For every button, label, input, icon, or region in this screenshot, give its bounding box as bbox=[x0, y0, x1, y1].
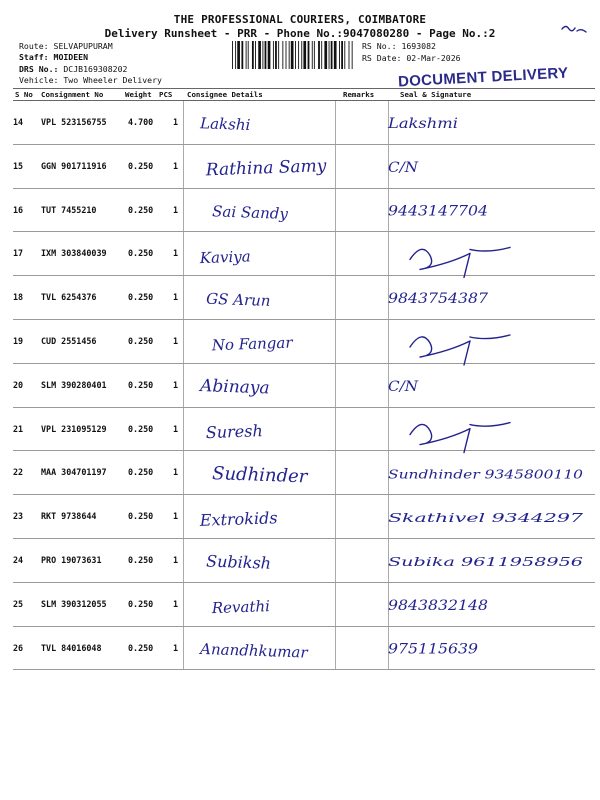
row-sno: 20 bbox=[13, 379, 24, 390]
row-pcs: 1 bbox=[173, 467, 179, 478]
row-consignment-no: TVL 6254376 bbox=[41, 292, 97, 303]
row-pcs: 1 bbox=[173, 117, 179, 127]
row-weight: 0.250 bbox=[128, 467, 154, 478]
signature-scribble bbox=[410, 423, 510, 453]
staff-line: Staff: MOIDEEN bbox=[19, 52, 89, 62]
consignee-handwriting: Lakshi bbox=[199, 114, 251, 135]
col-weight: Weight bbox=[125, 90, 152, 99]
consignee-handwriting: Abinaya bbox=[199, 376, 270, 399]
signature-handwriting: Lakshmi bbox=[386, 116, 458, 132]
row-consignment-no: TUT 7455210 bbox=[41, 204, 97, 215]
row-pcs: 1 bbox=[173, 335, 179, 346]
signature-handwriting: 9843754387 bbox=[388, 291, 489, 308]
signature-handwriting: 975115639 bbox=[388, 641, 479, 658]
col-remarks: Remarks bbox=[343, 90, 375, 99]
rs-no-value: 1693082 bbox=[401, 41, 436, 51]
row-sno: 17 bbox=[13, 248, 24, 259]
row-weight: 0.250 bbox=[128, 335, 154, 346]
consignee-handwriting: Rathina Samy bbox=[205, 156, 327, 181]
consignee-handwriting: Suresh bbox=[205, 421, 264, 443]
row-consignment-no: SLM 390312055 bbox=[41, 598, 107, 609]
row-weight: 0.250 bbox=[128, 642, 154, 653]
consignee-handwriting: Subiksh bbox=[205, 551, 272, 573]
row-weight: 0.250 bbox=[128, 292, 154, 303]
row-pcs: 1 bbox=[173, 554, 179, 565]
row-pcs: 1 bbox=[173, 292, 179, 303]
route-value: SELVAPUPURAM bbox=[53, 41, 113, 51]
row-weight: 0.250 bbox=[128, 204, 154, 215]
row-consignment-no: IXM 303840039 bbox=[41, 248, 107, 259]
vehicle-line: Vehicle: Two Wheeler Delivery bbox=[19, 75, 162, 85]
drs-value: DCJB169308202 bbox=[63, 64, 128, 74]
col-seal-signature: Seal & Signature bbox=[400, 90, 472, 99]
row-consignment-no: RKT 9738644 bbox=[41, 511, 97, 522]
row-weight: 0.250 bbox=[128, 554, 154, 565]
row-consignment-no: PRO 19073631 bbox=[41, 554, 102, 565]
row-consignment-no: VPL 523156755 bbox=[41, 117, 107, 127]
row-sno: 24 bbox=[13, 554, 24, 565]
row-weight: 0.250 bbox=[128, 598, 154, 609]
consignee-handwriting: No Fangar bbox=[211, 333, 293, 355]
consignee-handwriting: Kaviya bbox=[199, 247, 251, 268]
rs-date-line: RS Date: 02-Mar-2026 bbox=[362, 53, 461, 63]
consignee-handwriting: Sudhinder bbox=[211, 463, 308, 488]
row-sno: 22 bbox=[13, 467, 24, 478]
document-delivery-stamp: DOCUMENT DELIVERY bbox=[397, 64, 569, 91]
signature-handwriting: C/N bbox=[388, 378, 419, 395]
drs-line: DRS No.: DCJB169308202 bbox=[19, 64, 128, 74]
staff-value: MOIDEEN bbox=[53, 52, 89, 62]
company-title: THE PROFESSIONAL COURIERS, COIMBATORE bbox=[173, 13, 427, 26]
row-sno: 21 bbox=[13, 423, 24, 434]
row-pcs: 1 bbox=[173, 204, 179, 215]
row-pcs: 1 bbox=[173, 642, 179, 653]
row-pcs: 1 bbox=[173, 379, 179, 390]
signature-handwriting: 9443147704 bbox=[388, 203, 488, 220]
route-line: Route: SELVAPUPURAM bbox=[19, 41, 113, 51]
row-consignment-no: VPL 231095129 bbox=[41, 423, 107, 434]
col-consignee: Consignee Details bbox=[187, 90, 263, 99]
row-sno: 19 bbox=[13, 335, 24, 346]
row-sno: 26 bbox=[13, 642, 24, 653]
row-weight: 0.250 bbox=[128, 248, 154, 259]
signature-handwriting: Subika 9611958956 bbox=[388, 555, 584, 569]
signature-handwriting: Skathivel 9344297 bbox=[388, 511, 584, 526]
col-pcs: PCS bbox=[159, 90, 173, 99]
row-weight: 0.250 bbox=[128, 423, 154, 434]
row-sno: 16 bbox=[13, 204, 24, 215]
rs-no-line: RS No.: 1693082 bbox=[362, 41, 436, 51]
col-consignment: Consignment No bbox=[41, 90, 104, 99]
signature-handwriting: C/N bbox=[388, 159, 419, 176]
row-consignment-no: MAA 304701197 bbox=[41, 467, 107, 478]
consignee-handwriting: Extrokids bbox=[199, 508, 278, 530]
row-weight: 0.250 bbox=[128, 511, 154, 522]
rs-date-value: 02-Mar-2026 bbox=[406, 53, 461, 63]
row-pcs: 1 bbox=[173, 248, 179, 259]
row-weight: 0.250 bbox=[128, 160, 154, 171]
row-weight: 4.700 bbox=[128, 117, 154, 127]
consignee-handwriting: GS Arun bbox=[205, 289, 271, 310]
row-pcs: 1 bbox=[173, 598, 179, 609]
col-sno: S No bbox=[15, 90, 33, 99]
signature-handwriting: 9843832148 bbox=[388, 597, 489, 614]
vehicle-value: Two Wheeler Delivery bbox=[63, 75, 162, 85]
row-consignment-no: SLM 390280401 bbox=[41, 379, 107, 390]
row-sno: 14 bbox=[13, 117, 24, 127]
row-sno: 15 bbox=[13, 160, 24, 171]
runsheet-subtitle: Delivery Runsheet - PRR - Phone No.:9047080280 - Page No.:2 bbox=[104, 27, 496, 40]
row-pcs: 1 bbox=[173, 511, 179, 522]
signature-scribble bbox=[410, 335, 510, 365]
row-pcs: 1 bbox=[173, 160, 179, 171]
row-consignment-no: TVL 84016048 bbox=[41, 642, 102, 653]
signature-scribble bbox=[410, 247, 510, 277]
row-consignment-no: GGN 901711916 bbox=[41, 160, 107, 171]
row-sno: 23 bbox=[13, 511, 24, 522]
consignee-handwriting: Sai Sandy bbox=[211, 202, 289, 223]
row-sno: 25 bbox=[13, 598, 24, 609]
row-sno: 18 bbox=[13, 292, 24, 303]
row-pcs: 1 bbox=[173, 423, 179, 434]
row-consignment-no: CUD 2551456 bbox=[41, 335, 97, 346]
consignee-handwriting: Revathi bbox=[211, 597, 271, 618]
consignee-handwriting: Anandhkumar bbox=[199, 639, 308, 662]
signature-handwriting: Sundhinder 9345800110 bbox=[388, 467, 584, 482]
row-weight: 0.250 bbox=[128, 379, 154, 390]
